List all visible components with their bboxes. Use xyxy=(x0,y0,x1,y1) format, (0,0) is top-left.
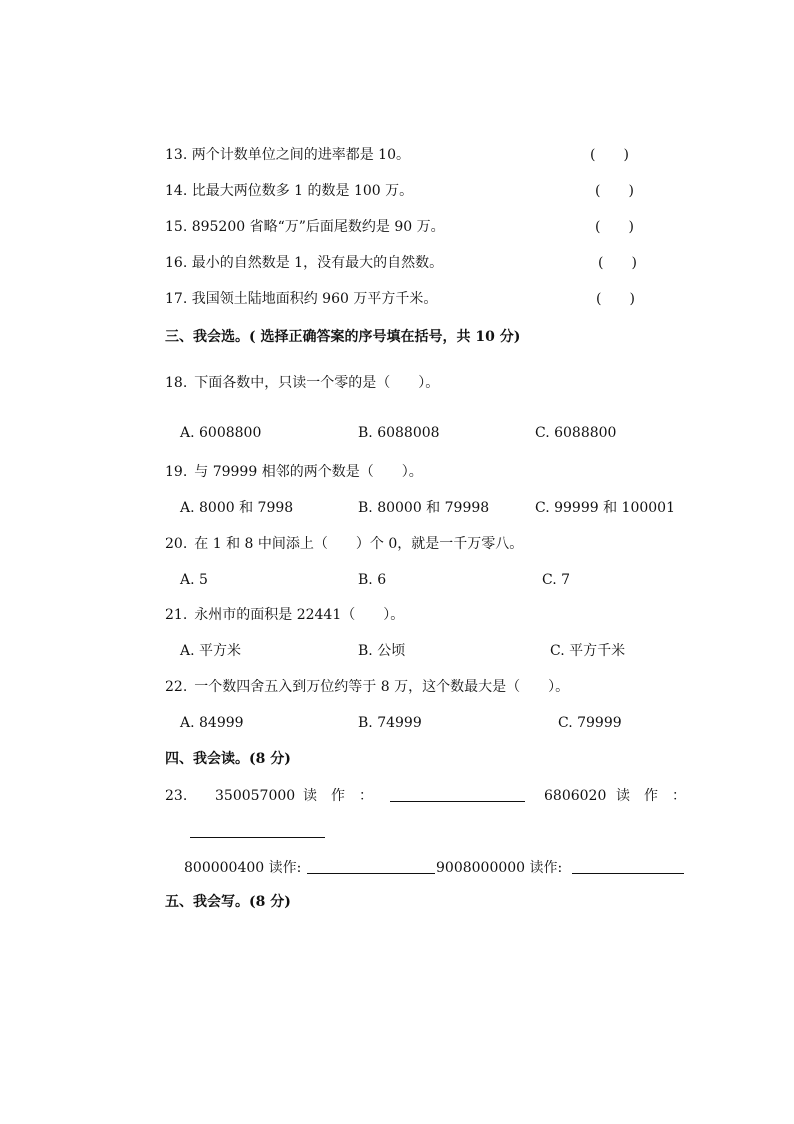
option-21-b[interactable]: B. 公顷 xyxy=(358,643,406,659)
answer-paren-17[interactable]: ( ) xyxy=(596,291,635,307)
number-6806020: 6806020 xyxy=(544,788,607,804)
number-800000400-read: 800000400 读作: xyxy=(184,860,302,876)
read-as-label-2: 读 作 ： xyxy=(616,788,686,804)
option-19-a[interactable]: A. 8000 和 7998 xyxy=(180,500,294,516)
answer-paren-13[interactable]: ( ) xyxy=(590,147,629,163)
option-19-b[interactable]: B. 80000 和 79998 xyxy=(358,500,490,516)
question-21: 21. 永州市的面积是 22441（ ）。 xyxy=(165,607,405,623)
answer-paren-16[interactable]: ( ) xyxy=(598,255,637,271)
section-title-read: 四、我会读。(8 分) xyxy=(165,751,291,767)
question-17: 17. 我国领土陆地面积约 960 万平方千米。 xyxy=(165,291,438,307)
option-18-a[interactable]: A. 6008800 xyxy=(180,425,262,441)
section-title-write: 五、我会写。(8 分) xyxy=(165,894,291,910)
question-18: 18. 下面各数中，只读一个零的是（ ）。 xyxy=(165,375,440,391)
question-20: 20. 在 1 和 8 中间添上（ ）个 0，就是一千万零八。 xyxy=(165,536,524,552)
answer-line-3[interactable] xyxy=(307,858,435,878)
question-23-number: 23. xyxy=(165,788,188,804)
option-20-c[interactable]: C. 7 xyxy=(542,572,571,588)
question-15: 15. 895200 省略“万”后面尾数约是 90 万。 xyxy=(165,219,445,235)
question-19: 19. 与 79999 相邻的两个数是（ ）。 xyxy=(165,464,423,480)
option-19-c[interactable]: C. 99999 和 100001 xyxy=(535,500,675,516)
answer-line-1[interactable] xyxy=(390,786,525,806)
option-21-a[interactable]: A. 平方米 xyxy=(180,643,242,659)
option-22-a[interactable]: A. 84999 xyxy=(180,715,244,731)
number-350057000: 350057000 xyxy=(215,788,296,804)
question-14: 14. 比最大两位数多 1 的数是 100 万。 xyxy=(165,183,414,199)
question-16: 16. 最小的自然数是 1，没有最大的自然数。 xyxy=(165,255,444,271)
number-9008000000-read: 9008000000 读作: xyxy=(436,860,563,876)
question-22: 22. 一个数四舍五入到万位约等于 8 万，这个数最大是（ ）。 xyxy=(165,679,570,695)
option-18-c[interactable]: C. 6088800 xyxy=(535,425,617,441)
question-13: 13. 两个计数单位之间的进率都是 10。 xyxy=(165,147,410,163)
answer-line-2[interactable] xyxy=(190,822,325,842)
option-20-a[interactable]: A. 5 xyxy=(180,572,208,588)
section-title-choose: 三、我会选。( 选择正确答案的序号填在括号，共 10 分) xyxy=(165,329,521,345)
option-21-c[interactable]: C. 平方千米 xyxy=(550,643,626,659)
read-as-label-1: 读 作 ： xyxy=(303,788,373,804)
answer-line-4[interactable] xyxy=(572,858,684,878)
option-18-b[interactable]: B. 6088008 xyxy=(358,425,440,441)
option-20-b[interactable]: B. 6 xyxy=(358,572,387,588)
answer-paren-15[interactable]: ( ) xyxy=(595,219,634,235)
answer-paren-14[interactable]: ( ) xyxy=(595,183,634,199)
option-22-c[interactable]: C. 79999 xyxy=(558,715,622,731)
option-22-b[interactable]: B. 74999 xyxy=(358,715,422,731)
